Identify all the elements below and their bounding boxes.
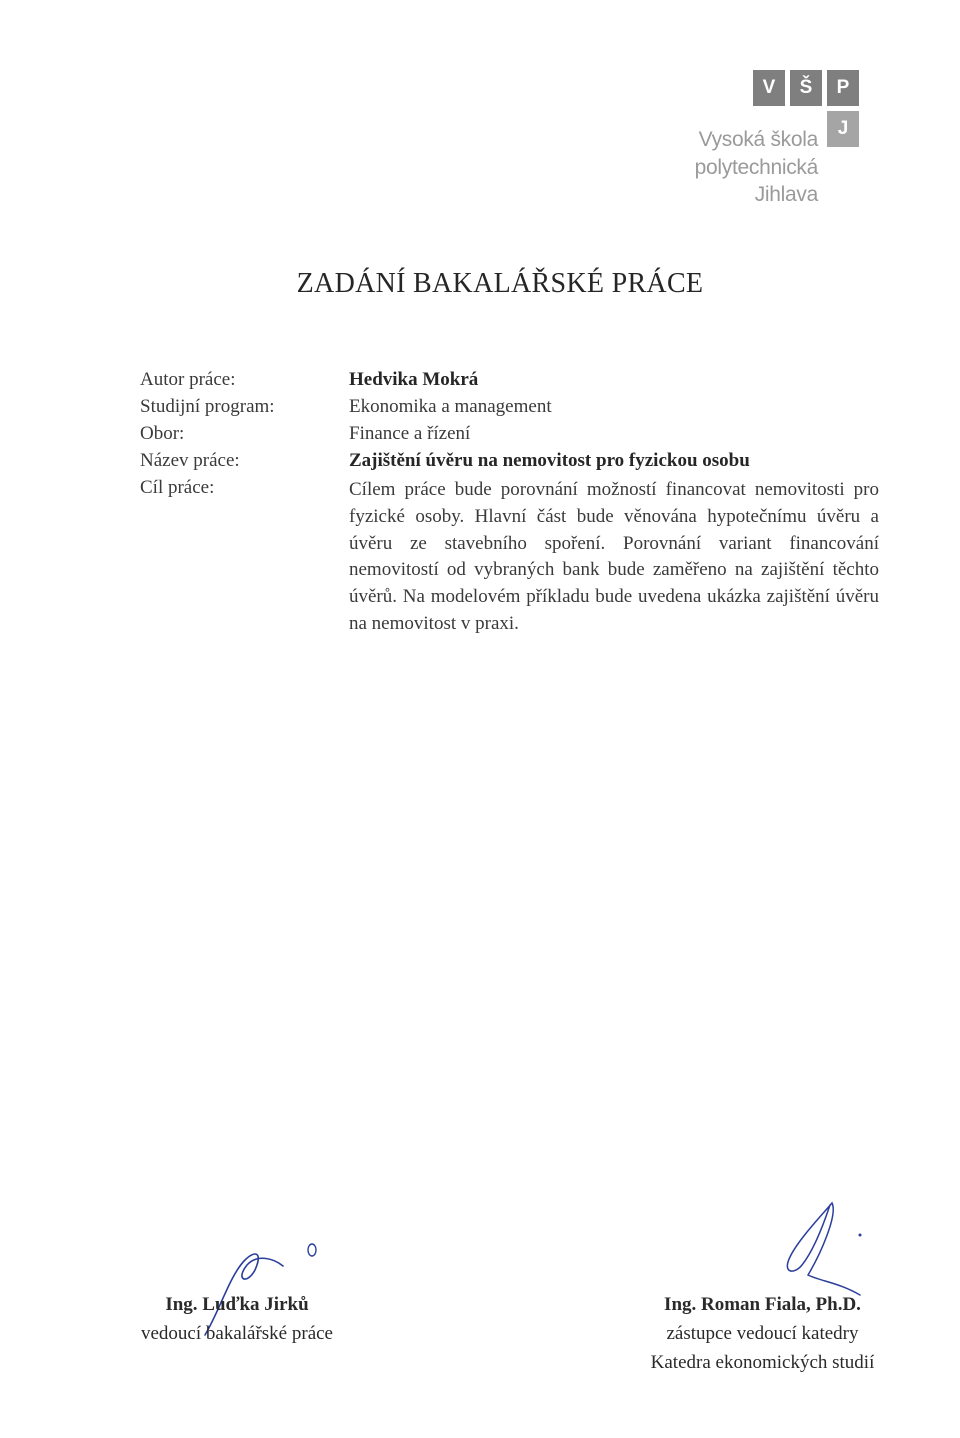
school-logo [680,64,880,214]
goal-text: Cílem práce bude porovnání možností financovat nemovitosti pro fyzické osoby. Hlavní část bude věnována hypotečnímu úvěru a úvěru ze stavebního spoření. Porovnání variant financování nemovitostí od vybraných bank bude zaměřeno na zajištění těchto úvěrů. Na modelovém příkladu bude uvedena ukázka zajištění úvěru na nemovitost v praxi. [349,479,879,634]
signature-head [640,1290,885,1377]
supervisor-role: vedoucí bakalářské práce [140,1323,333,1344]
signature-supervisor [137,1290,337,1348]
logo-letter-p: P [827,70,859,106]
logo-letter-j: J [827,111,859,147]
program-value: Ekonomika a management [349,396,552,417]
supervisor-name: Ing. Luďka Jirků [165,1294,309,1315]
author-value: Hedvika Mokrá [349,369,479,390]
thesis-name-value: Zajištění úvěru na nemovitost pro fyzickou osobu [349,450,750,471]
goal-label: Cíl práce: [140,477,215,498]
thesis-name-label: Název práce: [140,450,240,471]
logo-text-line-3: Jihlava [754,183,818,206]
logo-letter-v: V [753,70,785,106]
logo-text-line-1: Vysoká škola [698,128,818,151]
program-label: Studijní program: [140,396,275,417]
head-role: zástupce vedoucí katedry [666,1323,859,1344]
field-value: Finance a řízení [349,423,471,444]
head-department: Katedra ekonomických studií [650,1352,875,1373]
author-label: Autor práce: [140,369,236,390]
head-name: Ing. Roman Fiala, Ph.D. [664,1294,861,1315]
logo-letter-s: Š [790,70,822,106]
field-label: Obor: [140,423,185,444]
page-title: ZADÁNÍ BAKALÁŘSKÉ PRÁCE [296,268,704,299]
logo-text-line-2: polytechnická [694,156,818,179]
